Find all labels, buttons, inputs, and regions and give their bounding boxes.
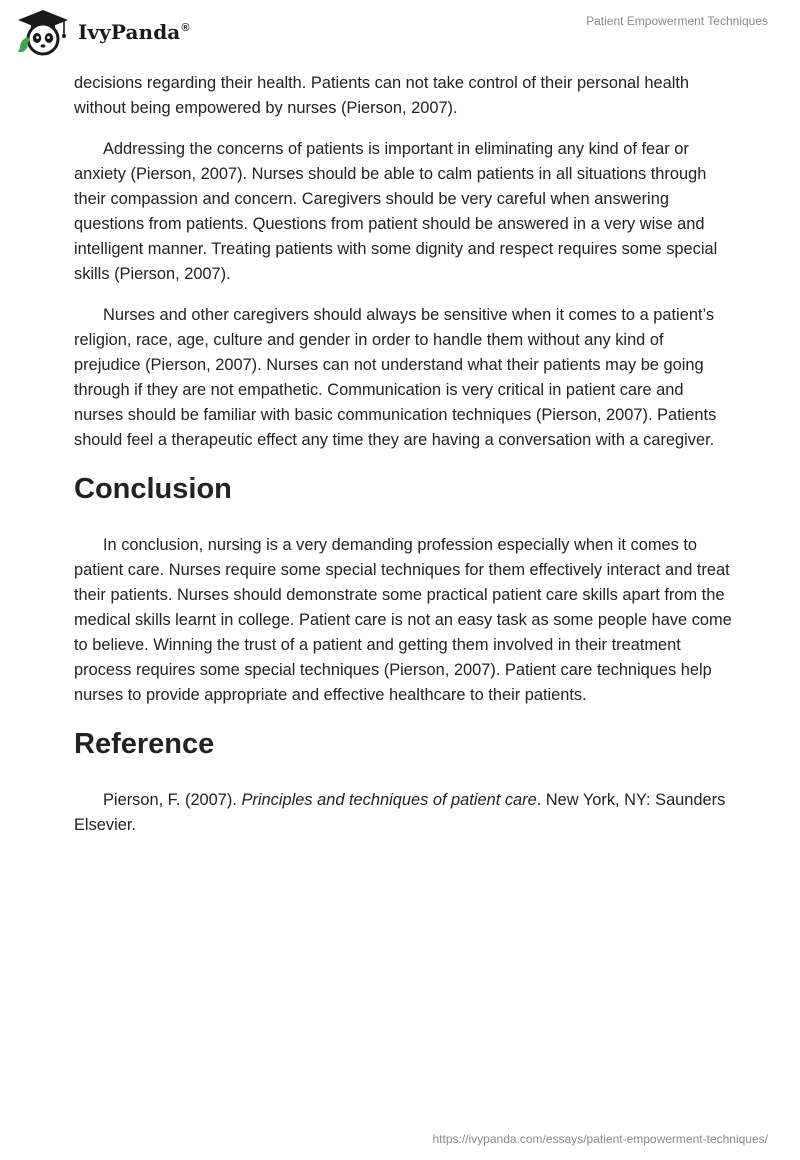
essay-content xyxy=(74,71,734,854)
brand-name: IvyPanda® xyxy=(78,20,190,44)
reference-author-year: Pierson, F. (2007). xyxy=(103,791,242,809)
brand-logo[interactable] xyxy=(14,8,190,56)
panda-logo-icon xyxy=(14,8,72,56)
reference-entry xyxy=(74,788,734,838)
registered-mark: ® xyxy=(181,22,190,35)
reference-heading: Reference xyxy=(74,728,215,760)
paragraph-sensitivity: Nurses and other caregivers should always be sensitive when it comes to a patient’s religion, race, age, culture and gender in order to handle them without any kind of prejudice (Pierson, 2007). Nurses can not understand what their patients may be going through if they are not empathetic. Communication is very critical in patient care and nurses should be familiar with basic communication techniques (Pierson, 2007). Patients should feel a therapeutic effect any time they are having a conversation with a caregiver. xyxy=(74,306,717,449)
conclusion-paragraph: In conclusion, nursing is a very demanding profession especially when it comes to patient care. Nurses require some special techniques for them effectively interact and treat their patients. Nurses should demonstrate some practical patient care skills apart from the medical skills learnt in college. Patient care is not an easy task as some people have come to believe. Winning the trust of a patient and getting them involved in their treatment process requires some special techniques (Pierson, 2007). Patient care techniques help nurses to provide appropriate and effective healthcare to their patients. xyxy=(74,536,732,704)
page-header xyxy=(0,0,800,60)
reference-title: Principles and techniques of patient care xyxy=(241,791,537,809)
source-url[interactable]: https://ivypanda.com/essays/patient-empowerment-techniques/ xyxy=(432,1132,768,1146)
reference-publisher: . New York, NY: Saunders Elsevier. xyxy=(74,791,726,834)
document-title: Patient Empowerment Techniques xyxy=(586,14,768,28)
paragraph-continued: decisions regarding their health. Patients can not take control of their personal health without being empowered by nurses (Pierson, 2007). xyxy=(74,74,690,117)
conclusion-heading: Conclusion xyxy=(74,473,232,505)
paragraph-concerns: Addressing the concerns of patients is important in eliminating any kind of fear or anxiety (Pierson, 2007). Nurses should be able to calm patients in all situations through their compassion and concern. Caregivers should be very careful when answering questions from patients. Questions from patient should be answered in a very wise and intelligent manner. Treating patients with some dignity and respect requires some special skills (Pierson, 2007). xyxy=(74,140,718,283)
